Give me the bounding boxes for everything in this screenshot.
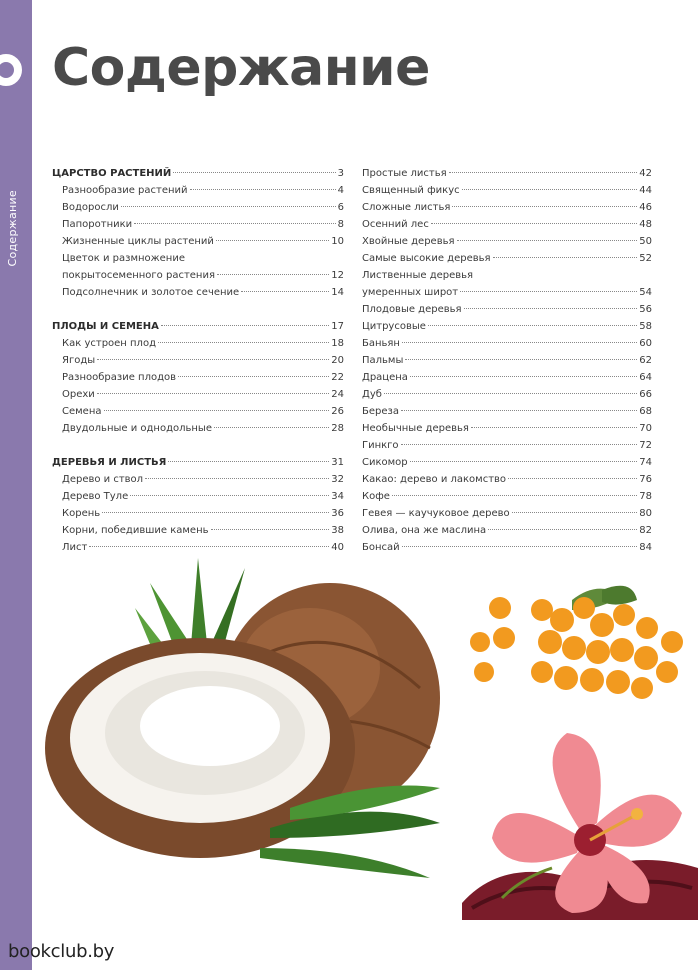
toc-entry-line: Лиственные деревья (362, 270, 474, 281)
toc-entry-title: Ягоды (62, 355, 96, 366)
toc-entry (362, 522, 652, 539)
toc-page-number: 34 (331, 491, 344, 502)
toc-entry-title: Необычные деревья (362, 423, 469, 434)
toc-page-number: 10 (331, 236, 344, 247)
toc-entry (362, 250, 652, 267)
toc-dot-leader (402, 546, 638, 547)
toc-entry-title: Лист (62, 542, 88, 553)
toc-dot-leader (493, 257, 638, 258)
toc-page-number: 40 (331, 542, 344, 553)
toc-dot-leader (392, 495, 637, 496)
toc-entry-title: ЦАРСТВО РАСТЕНИЙ (52, 168, 172, 179)
toc-page-number: 76 (639, 474, 652, 485)
toc-dot-leader (216, 240, 329, 241)
toc-dot-leader (89, 546, 329, 547)
toc-dot-leader (431, 223, 637, 224)
toc-dot-leader (97, 393, 329, 394)
toc-dot-leader (508, 478, 637, 479)
toc-dot-leader (173, 172, 335, 173)
toc-page-number: 17 (331, 321, 344, 332)
leaf (260, 848, 430, 878)
toc-dot-leader (214, 427, 329, 428)
toc-entry-title: Как устроен плод (62, 338, 156, 349)
toc-entry-title: Разнообразие растений (62, 185, 188, 196)
toc-page-number: 20 (331, 355, 344, 366)
toc-dot-leader (190, 189, 336, 190)
side-tab-circle-icon (0, 50, 26, 90)
toc-entry-title: Папоротники (62, 219, 133, 230)
toc-page-number: 14 (331, 287, 344, 298)
toc-dot-leader (130, 495, 329, 496)
toc-entry-title: Сикомор (362, 457, 408, 468)
toc-entry (362, 284, 652, 301)
toc-page-number: 36 (331, 508, 344, 519)
toc-dot-leader (457, 240, 638, 241)
toc-page-number: 44 (639, 185, 652, 196)
toc-entry-title: Дуб (362, 389, 382, 400)
toc-dot-leader (134, 223, 335, 224)
toc-entry-title: Цитрусовые (362, 321, 426, 332)
toc-left-column (52, 165, 344, 556)
toc-entry-title: Жизненные циклы растений (62, 236, 214, 247)
toc-dot-leader (410, 461, 638, 462)
toc-entry-title: ДЕРЕВЬЯ И ЛИСТЬЯ (52, 457, 167, 468)
toc-page-number: 72 (639, 440, 652, 451)
toc-page-number: 22 (331, 372, 344, 383)
toc-dot-leader (384, 393, 637, 394)
toc-dot-leader (401, 444, 638, 445)
toc-entry-title: Драцена (362, 372, 408, 383)
toc-dot-leader (217, 274, 329, 275)
toc-entry-title: Гинкго (362, 440, 399, 451)
toc-page-number: 68 (639, 406, 652, 417)
toc-entry (362, 233, 652, 250)
hibiscus-illustration (462, 728, 698, 920)
toc-entry-title: Дерево Туле (62, 491, 129, 502)
coconut-illustration (40, 548, 450, 893)
toc-page-number: 48 (639, 219, 652, 230)
toc-entry (362, 165, 652, 182)
toc-entry-title: Простые листья (362, 168, 447, 179)
toc-entry (362, 301, 652, 318)
toc-entry (52, 403, 344, 420)
toc-entry-title: Двудольные и однодольные (62, 423, 212, 434)
toc-entry (362, 437, 652, 454)
toc-entry (52, 335, 344, 352)
toc-entry (362, 471, 652, 488)
toc-gap (52, 437, 344, 454)
toc-page-number: 31 (331, 457, 344, 468)
toc-entry-title: Кофе (362, 491, 390, 502)
toc-entry (52, 369, 344, 386)
toc-entry-title: Священный фикус (362, 185, 460, 196)
toc-entry-title: Гевея — каучуковое дерево (362, 508, 510, 519)
toc-entry-title: Орехи (62, 389, 95, 400)
berry-cluster (470, 597, 683, 699)
toc-entry-title: Разнообразие плодов (62, 372, 177, 383)
toc-page-number: 46 (639, 202, 652, 213)
toc-entry (362, 454, 652, 471)
toc-dot-leader (158, 342, 329, 343)
toc-entry-title: Хвойные деревья (362, 236, 455, 247)
toc-entry-title: Самые высокие деревья (362, 253, 491, 264)
toc-entry-title: Береза (362, 406, 399, 417)
toc-dot-leader (512, 512, 638, 513)
toc-dot-leader (161, 325, 329, 326)
toc-right-column (362, 165, 652, 556)
toc-entry (52, 522, 344, 539)
toc-page-number: 52 (639, 253, 652, 264)
toc-page-number: 50 (639, 236, 652, 247)
toc-entry (362, 199, 652, 216)
toc-entry-title: Корни, победившие камень (62, 525, 209, 536)
toc-dot-leader (471, 427, 637, 428)
toc-dot-leader (405, 359, 637, 360)
toc-entry (362, 488, 652, 505)
toc-entry-title: Сложные листья (362, 202, 451, 213)
toc-page-number: 56 (639, 304, 652, 315)
toc-dot-leader (121, 206, 336, 207)
toc-dot-leader (449, 172, 638, 173)
toc-page-number: 28 (331, 423, 344, 434)
toc-entry (52, 284, 344, 301)
toc-page-number: 78 (639, 491, 652, 502)
toc-entry-title: Осенний лес (362, 219, 429, 230)
toc-dot-leader (452, 206, 637, 207)
toc-entry (52, 505, 344, 522)
toc-page-number: 80 (639, 508, 652, 519)
toc-entry (362, 505, 652, 522)
toc-dot-leader (401, 410, 637, 411)
toc-page-number: 8 (337, 219, 344, 230)
toc-entry (52, 352, 344, 369)
toc-entry (52, 216, 344, 233)
toc-entry (362, 403, 652, 420)
toc-entry (52, 182, 344, 199)
toc-entry-title: Какао: дерево и лакомство (362, 474, 507, 485)
page-title: Содержание (52, 38, 430, 98)
toc-page-number: 26 (331, 406, 344, 417)
toc-page-number: 6 (337, 202, 344, 213)
toc-entry-title: Подсолнечник и золотое сечение (62, 287, 240, 298)
toc-entry-title: ПЛОДЫ И СЕМЕНА (52, 321, 159, 332)
toc-dot-leader (104, 410, 330, 411)
toc-entry-title: Семена (62, 406, 102, 417)
toc-dot-leader (145, 478, 329, 479)
toc-page-number: 32 (331, 474, 344, 485)
toc-entry (362, 369, 652, 386)
toc-entry (362, 318, 652, 335)
toc-page-number: 58 (639, 321, 652, 332)
toc-dot-leader (178, 376, 329, 377)
side-tab (0, 0, 32, 970)
toc-entry-title: Корень (62, 508, 101, 519)
toc-entry-title: Дерево и ствол (62, 474, 144, 485)
toc-page-number: 84 (639, 542, 652, 553)
toc-entry-title: Плодовые деревья (362, 304, 462, 315)
toc-entry (52, 386, 344, 403)
toc-entry (52, 267, 344, 284)
toc-dot-leader (410, 376, 637, 377)
toc-page-number: 42 (639, 168, 652, 179)
toc-entry-title: Пальмы (362, 355, 404, 366)
toc-entry (362, 335, 652, 352)
toc-dot-leader (402, 342, 637, 343)
toc-entry-title: Олива, она же маслина (362, 525, 487, 536)
toc-page-number: 18 (331, 338, 344, 349)
toc-dot-leader (97, 359, 329, 360)
toc-entry (52, 420, 344, 437)
toc-dot-leader (464, 308, 638, 309)
toc-entry (362, 352, 652, 369)
toc-entry-title: умеренных широт (362, 287, 459, 298)
toc-entry (362, 182, 652, 199)
toc-gap (52, 301, 344, 318)
leaf (602, 586, 637, 605)
toc-entry (362, 216, 652, 233)
side-tab-label: Содержание (6, 190, 19, 267)
toc-page-number: 66 (639, 389, 652, 400)
toc-page-number: 38 (331, 525, 344, 536)
toc-entry (362, 386, 652, 403)
toc-entry (362, 420, 652, 437)
toc-dot-leader (102, 512, 329, 513)
toc-page-number: 12 (331, 270, 344, 281)
toc-entry-line: Цветок и размножение (62, 253, 185, 264)
toc-dot-leader (168, 461, 329, 462)
watermark: bookclub.by (8, 941, 115, 962)
toc-entry-title: Баньян (362, 338, 400, 349)
toc-dot-leader (241, 291, 329, 292)
toc-page-number: 54 (639, 287, 652, 298)
sea-buckthorn-illustration (462, 580, 694, 710)
toc-page-number: 4 (337, 185, 344, 196)
toc-entry (52, 233, 344, 250)
toc-page-number: 62 (639, 355, 652, 366)
toc-page-number: 3 (337, 168, 344, 179)
toc-page-number: 82 (639, 525, 652, 536)
toc-entry (52, 471, 344, 488)
toc-section-heading (52, 318, 344, 335)
toc-page-number: 64 (639, 372, 652, 383)
toc-dot-leader (428, 325, 637, 326)
toc-dot-leader (488, 529, 637, 530)
toc-entry-title: Водоросли (62, 202, 119, 213)
toc-dot-leader (462, 189, 638, 190)
toc-section-heading (52, 454, 344, 471)
toc-entry-title: покрытосеменного растения (62, 270, 215, 281)
toc-page-number: 60 (639, 338, 652, 349)
toc-dot-leader (211, 529, 330, 530)
toc-entry-title: Бонсай (362, 542, 400, 553)
toc-page-number: 74 (639, 457, 652, 468)
toc-page-number: 70 (639, 423, 652, 434)
toc-page-number: 24 (331, 389, 344, 400)
toc-section-heading (52, 165, 344, 182)
toc-dot-leader (460, 291, 637, 292)
toc-entry (52, 488, 344, 505)
toc-entry (52, 199, 344, 216)
